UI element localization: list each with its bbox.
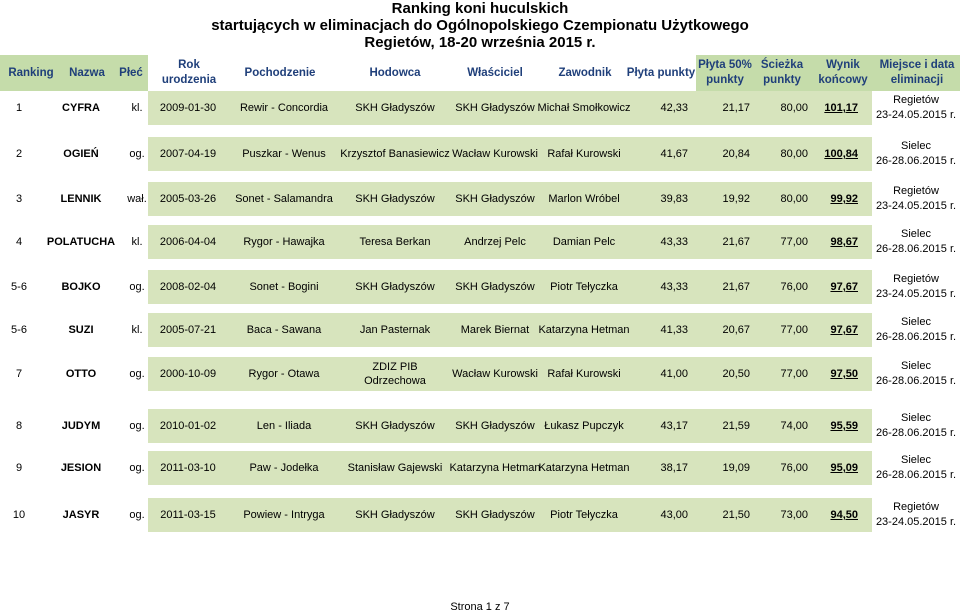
cell-origin: Paw - Jodełka <box>249 462 319 474</box>
cell-plate50: 21,67 <box>722 281 750 293</box>
cell-path: 77,00 <box>780 368 808 380</box>
cell-total: 97,67 <box>830 281 858 293</box>
cell-breeder: Stanisław Gajewski <box>347 462 443 474</box>
cell-breeder: Jan Pasternak <box>359 324 431 336</box>
cell-place-date <box>872 448 960 488</box>
cell-place-date <box>872 134 960 174</box>
cell-plate50: 20,84 <box>722 148 750 160</box>
cell-place-date <box>872 406 960 446</box>
cell-total: 97,67 <box>830 324 858 336</box>
cell-rider: Michał Smołkowicz <box>537 102 631 114</box>
cell-rider: Piotr Tełyczka <box>550 281 618 293</box>
table-row <box>0 409 960 455</box>
cell-born: 2000-10-09 <box>159 368 217 380</box>
cell-path: 76,00 <box>780 462 808 474</box>
cell-origin: Sonet - Bogini <box>249 281 319 293</box>
cell-plate: 43,00 <box>660 509 688 521</box>
cell-total: 99,92 <box>830 193 858 205</box>
cell-plate50: 21,17 <box>722 102 750 114</box>
cell-total: 100,84 <box>824 148 858 160</box>
cell-sex: kl. <box>131 236 143 248</box>
place-date: 26-28.06.2015 r. <box>875 243 957 255</box>
cell-place-date <box>872 354 960 394</box>
place-name: Regietów <box>893 273 939 285</box>
cell-origin: Sonet - Salamandra <box>235 193 333 205</box>
cell-place-date <box>872 222 960 262</box>
cell-sex: og. <box>129 509 145 521</box>
cell-rank: 7 <box>15 368 23 380</box>
cell-breeder: ZDIZ PIB Odrzechowa <box>364 361 426 387</box>
cell-sex: kl. <box>131 102 143 114</box>
cell-place-date <box>872 310 960 350</box>
cell-rank: 5-6 <box>11 324 27 336</box>
cell-path: 80,00 <box>780 102 808 114</box>
cell-owner: Wacław Kurowski <box>452 368 538 380</box>
document-subtitle: startujących w eliminacjach do Ogólnopolskiego Czempionatu Użytkowego <box>211 17 749 34</box>
cell-origin: Len - Iliada <box>256 420 312 432</box>
cell-path: 76,00 <box>780 281 808 293</box>
place-date: 26-28.06.2015 r. <box>875 469 957 481</box>
cell-plate: 41,00 <box>660 368 688 380</box>
cell-sex: og. <box>129 420 145 432</box>
col-plyta-punkty: Płyta punkty <box>626 66 696 79</box>
cell-path: 80,00 <box>780 193 808 205</box>
place-date: 23-24.05.2015 r. <box>875 288 957 300</box>
col-ranking: Ranking <box>8 66 54 79</box>
cell-owner: SKH Gładyszów <box>455 102 535 114</box>
cell-name: OTTO <box>65 368 97 380</box>
cell-total: 95,59 <box>830 420 858 432</box>
cell-origin: Rygor - Hawajka <box>243 236 325 248</box>
col-pochodzenie: Pochodzenie <box>244 66 316 79</box>
cell-breeder: Krzysztof Banasiewicz <box>340 148 450 160</box>
cell-name: LENNIK <box>60 193 102 205</box>
table-row <box>0 225 960 271</box>
place-date: 26-28.06.2015 r. <box>875 427 957 439</box>
cell-total: 98,67 <box>830 236 858 248</box>
document-title: Ranking koni huculskich <box>391 0 569 17</box>
cell-origin: Rewir - Concordia <box>239 102 329 114</box>
cell-total: 94,50 <box>830 509 858 521</box>
cell-name: JUDYM <box>61 420 101 432</box>
cell-name: OGIEŃ <box>63 148 99 160</box>
place-date: 26-28.06.2015 r. <box>875 155 957 167</box>
cell-rank: 9 <box>15 462 23 474</box>
page-footer: Strona 1 z 7 <box>450 601 510 613</box>
cell-plate50: 20,67 <box>722 324 750 336</box>
cell-origin: Baca - Sawana <box>246 324 322 336</box>
cell-born: 2010-01-02 <box>159 420 217 432</box>
cell-breeder: SKH Gładyszów <box>355 281 435 293</box>
cell-plate50: 19,92 <box>722 193 750 205</box>
cell-born: 2006-04-04 <box>159 236 217 248</box>
cell-rank: 8 <box>15 420 23 432</box>
cell-rider: Damian Pelc <box>552 236 616 248</box>
cell-rank: 2 <box>15 148 23 160</box>
cell-plate50: 21,50 <box>722 509 750 521</box>
cell-born: 2007-04-19 <box>159 148 217 160</box>
cell-breeder: SKH Gładyszów <box>355 509 435 521</box>
table-row <box>0 498 960 544</box>
cell-total: 97,50 <box>830 368 858 380</box>
table-row <box>0 137 960 183</box>
cell-born: 2011-03-15 <box>160 509 216 521</box>
cell-rank: 1 <box>15 102 23 114</box>
place-name: Sielec <box>901 316 931 328</box>
cell-rider: Rafał Kurowski <box>547 368 621 380</box>
cell-sex: og. <box>129 148 145 160</box>
cell-plate: 41,33 <box>660 324 688 336</box>
place-date: 23-24.05.2015 r. <box>875 200 957 212</box>
cell-place-date <box>872 88 960 128</box>
cell-owner: SKH Gładyszów <box>455 193 535 205</box>
cell-plate: 43,33 <box>660 281 688 293</box>
cell-plate: 41,67 <box>660 148 688 160</box>
cell-name: BOJKO <box>61 281 101 293</box>
cell-owner: Katarzyna Hetman <box>449 462 541 474</box>
cell-plate: 38,17 <box>660 462 688 474</box>
cell-plate50: 19,09 <box>722 462 750 474</box>
col-wynik: Wynik końcowy <box>818 59 868 86</box>
cell-place-date <box>872 179 960 219</box>
col-rok: Rok urodzenia <box>161 59 217 86</box>
cell-sex: og. <box>129 462 145 474</box>
place-name: Sielec <box>901 412 931 424</box>
cell-owner: Wacław Kurowski <box>452 148 538 160</box>
cell-breeder: SKH Gładyszów <box>355 102 435 114</box>
cell-origin: Powiew - Intryga <box>243 509 325 521</box>
cell-breeder: Teresa Berkan <box>359 236 431 248</box>
place-date: 23-24.05.2015 r. <box>875 516 957 528</box>
place-date: 23-24.05.2015 r. <box>875 109 957 121</box>
table-header <box>0 55 960 91</box>
cell-plate50: 21,67 <box>722 236 750 248</box>
table-row <box>0 270 960 316</box>
cell-name: CYFRA <box>62 102 100 114</box>
cell-rider: Rafał Kurowski <box>547 148 621 160</box>
place-name: Sielec <box>901 454 931 466</box>
cell-plate50: 21,59 <box>722 420 750 432</box>
cell-place-date <box>872 267 960 307</box>
cell-total: 101,17 <box>824 102 858 114</box>
place-name: Regietów <box>893 185 939 197</box>
cell-name: SUZI <box>68 324 94 336</box>
cell-sex: kl. <box>131 324 143 336</box>
place-date: 26-28.06.2015 r. <box>875 331 957 343</box>
col-miejsce: Miejsce i data eliminacji <box>879 59 955 86</box>
cell-path: 77,00 <box>780 324 808 336</box>
cell-path: 74,00 <box>780 420 808 432</box>
col-hodowca: Hodowca <box>369 66 421 79</box>
cell-sex: wał. <box>127 193 147 205</box>
table-row <box>0 313 960 359</box>
table-row <box>0 182 960 228</box>
col-sciezka: Ścieżka punkty <box>760 59 804 86</box>
col-nazwa: Nazwa <box>69 66 105 79</box>
place-name: Regietów <box>893 94 939 106</box>
cell-rider: Marlon Wróbel <box>548 193 620 205</box>
col-zawodnik: Zawodnik <box>558 66 612 79</box>
place-name: Regietów <box>893 501 939 513</box>
table-row <box>0 91 960 137</box>
cell-rank: 3 <box>15 193 23 205</box>
event-location-date: Regietów, 18-20 września 2015 r. <box>364 34 596 51</box>
cell-owner: Andrzej Pelc <box>464 236 526 248</box>
cell-name: JASYR <box>62 509 100 521</box>
place-name: Sielec <box>901 360 931 372</box>
cell-name: JESION <box>60 462 102 474</box>
place-name: Sielec <box>901 228 931 240</box>
cell-owner: Marek Biernat <box>460 324 530 336</box>
cell-rank: 5-6 <box>11 281 27 293</box>
cell-rider: Łukasz Pupczyk <box>544 420 624 432</box>
col-plec: Płeć <box>119 66 143 79</box>
cell-rider: Katarzyna Hetman <box>538 462 630 474</box>
cell-sex: og. <box>129 281 145 293</box>
cell-path: 80,00 <box>780 148 808 160</box>
cell-born: 2008-02-04 <box>159 281 217 293</box>
cell-path: 77,00 <box>780 236 808 248</box>
cell-plate50: 20,50 <box>722 368 750 380</box>
cell-born: 2005-07-21 <box>159 324 217 336</box>
table-row <box>0 357 960 403</box>
place-date: 26-28.06.2015 r. <box>875 375 957 387</box>
cell-origin: Rygor - Otawa <box>248 368 320 380</box>
cell-plate: 43,33 <box>660 236 688 248</box>
cell-sex: og. <box>129 368 145 380</box>
cell-owner: SKH Gładyszów <box>455 281 535 293</box>
cell-rank: 10 <box>12 509 26 521</box>
cell-plate: 39,83 <box>660 193 688 205</box>
cell-born: 2009-01-30 <box>159 102 217 114</box>
cell-born: 2005-03-26 <box>159 193 217 205</box>
cell-breeder: SKH Gładyszów <box>355 420 435 432</box>
cell-name: POLATUCHA <box>46 236 116 248</box>
cell-path: 73,00 <box>780 509 808 521</box>
cell-owner: SKH Gładyszów <box>455 420 535 432</box>
place-name: Sielec <box>901 140 931 152</box>
cell-owner: SKH Gładyszów <box>455 509 535 521</box>
cell-place-date <box>872 495 960 535</box>
table-row <box>0 451 960 497</box>
cell-rank: 4 <box>15 236 23 248</box>
cell-origin: Puszkar - Wenus <box>242 148 326 160</box>
cell-total: 95,09 <box>830 462 858 474</box>
cell-rider: Piotr Tełyczka <box>550 509 618 521</box>
cell-plate: 42,33 <box>660 102 688 114</box>
cell-breeder: SKH Gładyszów <box>355 193 435 205</box>
col-wlasciciel: Właściciel <box>467 66 523 79</box>
col-plyta-50: Płyta 50% punkty <box>698 59 752 86</box>
cell-rider: Katarzyna Hetman <box>538 324 630 336</box>
cell-plate: 43,17 <box>660 420 688 432</box>
cell-born: 2011-03-10 <box>160 462 216 474</box>
